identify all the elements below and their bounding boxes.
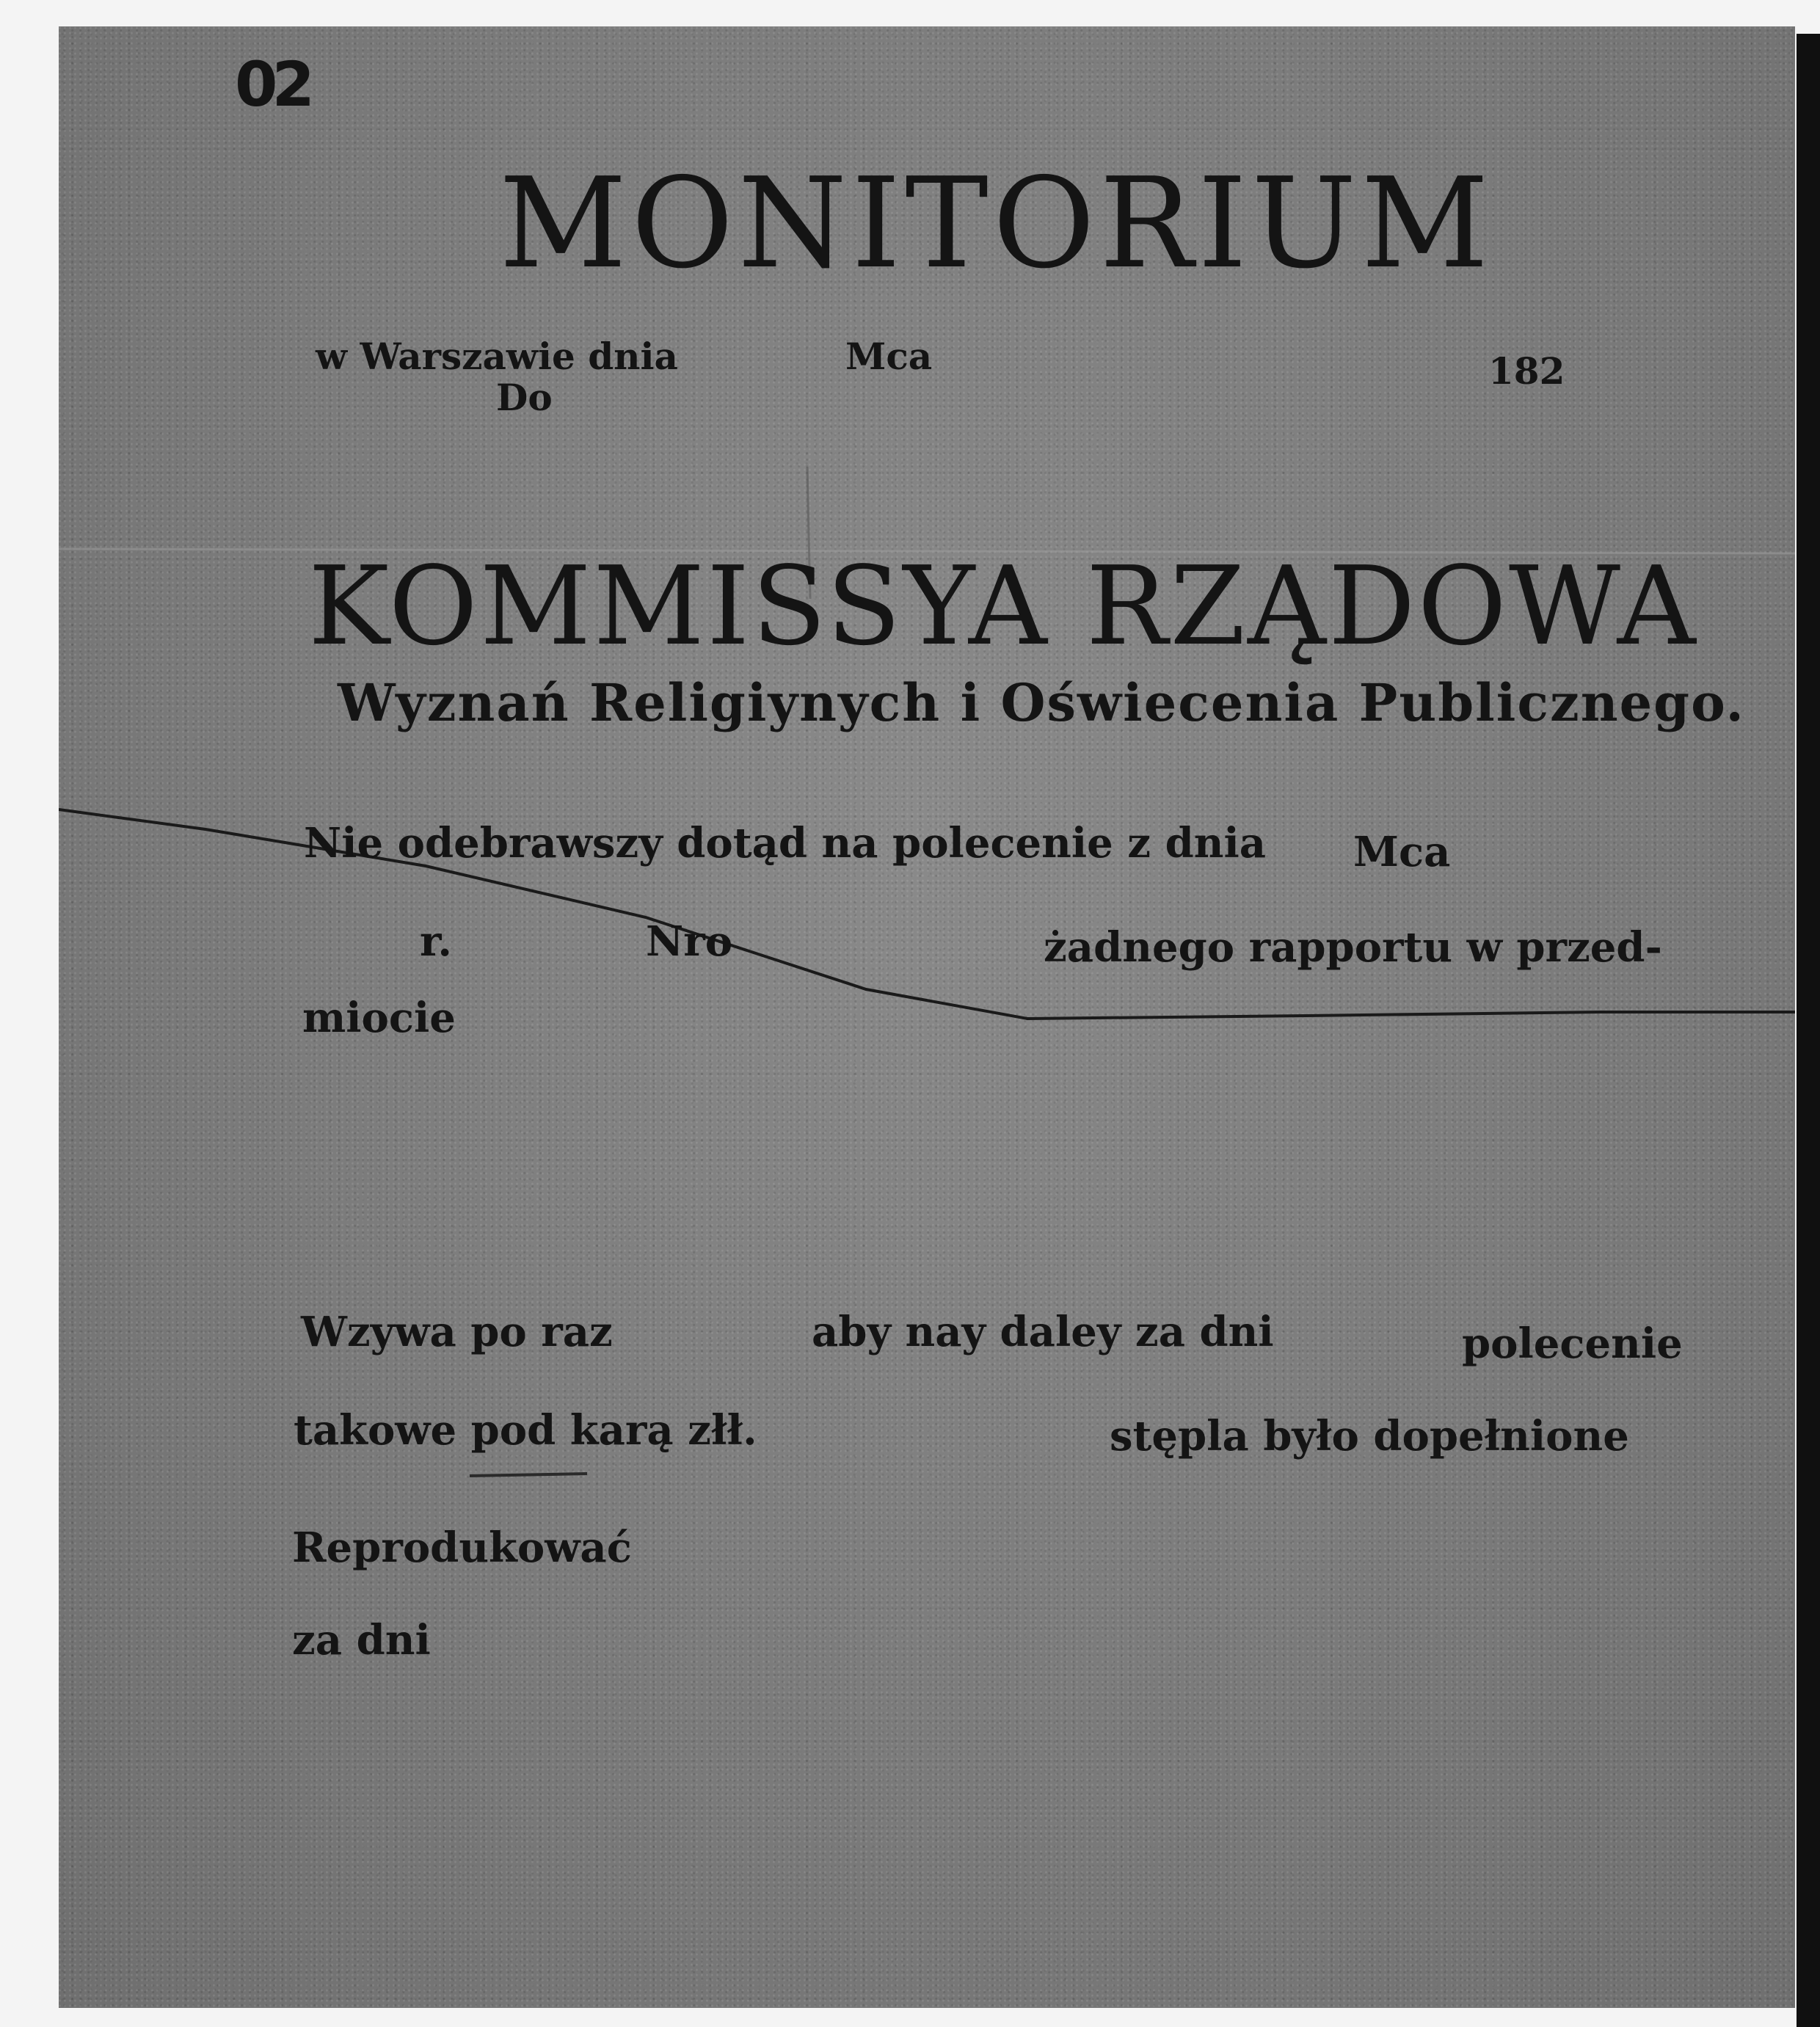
summon-text: Wzywa po raz xyxy=(301,1308,613,1356)
place-date-label: w Warszawie dnia xyxy=(316,335,678,378)
line1-month: Mca xyxy=(1353,828,1451,876)
summon-order: polecenie xyxy=(1462,1320,1683,1368)
scan-border xyxy=(1797,0,1820,2027)
line2-text: żadnego rapportu w przed- xyxy=(1044,923,1662,972)
authority-subtitle: Wyznań Religiynych i Oświecenia Publicznego. xyxy=(338,672,1745,733)
scan-border-notch xyxy=(1797,0,1820,34)
summon-deadline: aby nay daley za dni xyxy=(812,1308,1274,1356)
document-title: MONITORIUM xyxy=(499,151,1493,296)
penalty-stamp: stępla było dopełnione xyxy=(1110,1412,1629,1460)
line2-year: r. xyxy=(420,917,452,966)
line3-text: miocie xyxy=(302,994,456,1042)
reproduce-label: Reprodukować xyxy=(292,1524,632,1572)
reproduce-days: za dni xyxy=(292,1616,431,1664)
to-label: Do xyxy=(496,376,553,419)
corner-mark: 02 xyxy=(235,48,309,120)
year-prefix: 182 xyxy=(1488,349,1565,393)
document-sheet xyxy=(59,26,1795,2008)
line1-text: Nie odebrawszy dotąd na polecenie z dnia xyxy=(304,819,1267,867)
penalty-text: takowe pod karą złł. xyxy=(294,1406,757,1455)
line2-number: Nro xyxy=(646,917,733,966)
authority-heading: KOMMISSYA RZĄDOWA xyxy=(308,543,1698,669)
month-label-1: Mca xyxy=(845,335,933,378)
